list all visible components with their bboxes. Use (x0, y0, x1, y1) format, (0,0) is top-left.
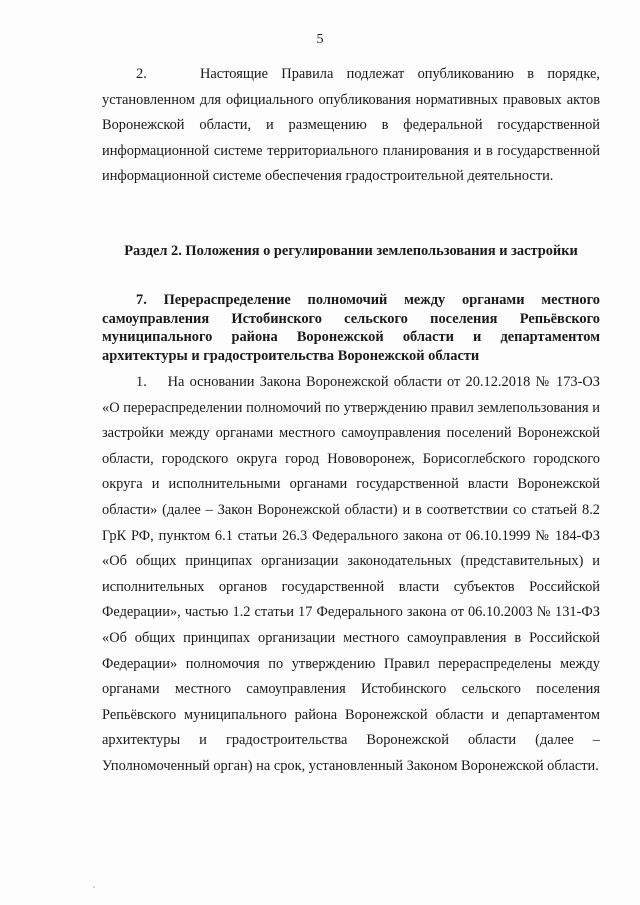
paragraph-publication: 2. Настоящие Правила подлежат опубликованию в порядке, установленном для официального опубликования нормативных правовых актов Воронежской области, и размещению в федеральной государственной информационной системе территориального планирования и в государственной информационной системе обеспечения градостроительной деятельности. (102, 66, 600, 185)
scan-speck (93, 886, 95, 888)
section-heading: Раздел 2. Положения о регулировании землепользования и застройки (124, 243, 578, 259)
paragraph-article-7-1: 1. На основании Закона Воронежской области от 20.12.2018 № 173-ОЗ «О перераспределении полномочий по утверждению правил землепользования и застройки между органами местного самоуправления поселений Воронежской области, городского округа город Нововоронеж, Борисоглебского городского округа и исполнительными органами государственной власти Воронежской области» (далее – Закон Воронежской области) и в соответствии со статьей 8.2 ГрК РФ, пунктом 6.1 статьи 26.3 Федерального закона от 06.10.1999 № 184-ФЗ «Об общих принципах организации законодательных (представительных) и исполнительных органов государственной власти субъектов Российской Федерации», частью 1.2 статьи 17 Федерального закона от 06.10.2003 № 131-ФЗ «Об общих принципах организации местного самоуправления в Российской Федерации» полномочия по утверждению Правил перераспределены между органами местного самоуправления Истобинского сельского поселения Репьёвского муниципального района Воронежской области и департаментом архитектуры и градостроительства Воронежской области (далее – Уполномоченный орган) на срок, установленный Законом Воронежской области. (102, 374, 600, 774)
page-number: 5 (316, 32, 324, 47)
article-heading: 7. Перераспределение полномочий между органами местного самоуправления Истобинского сельского поселения Репьёвского муниципального района Воронежской области и департаментом архитектуры и градостроительства Воронежской области (102, 292, 600, 364)
